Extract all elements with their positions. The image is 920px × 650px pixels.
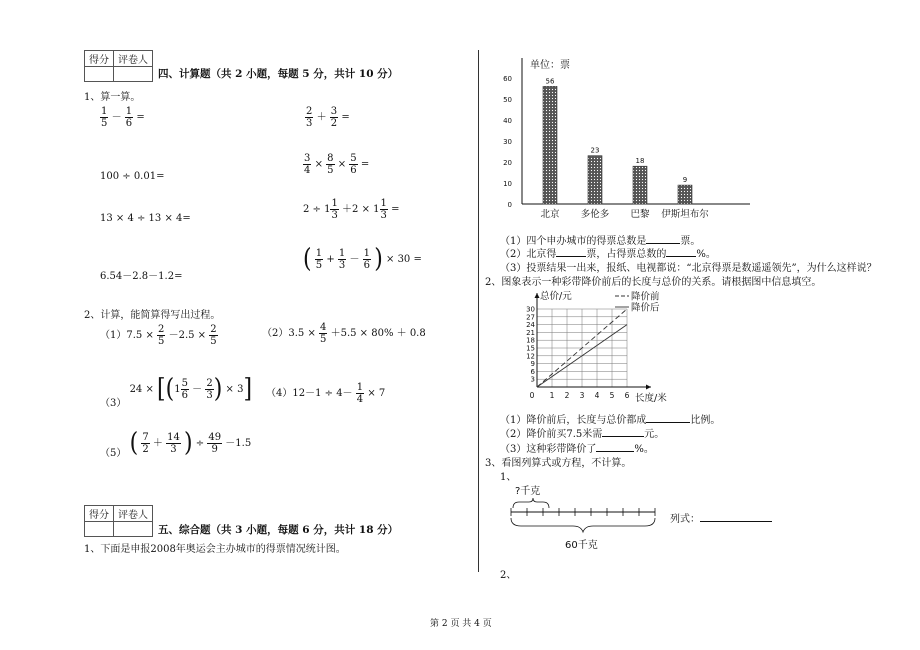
- x-tick-label: 0: [529, 391, 535, 400]
- chart-title: 单位：票: [530, 60, 570, 71]
- y-axis-arrow: [535, 293, 540, 298]
- bottom-brace: [511, 518, 655, 532]
- score-table-sec5: [84, 505, 153, 537]
- expr-a5: 6.54－2.8－1.2=: [100, 271, 183, 282]
- expr-a1: $\frac{1}{5}$ － $\frac{1}{6}$ =: [101, 106, 145, 129]
- score-label: 得分: [85, 506, 114, 522]
- answer-line[interactable]: [700, 521, 772, 522]
- x-tick-label: 2: [564, 391, 570, 400]
- q2-label-right: 2、图象表示一种彩带降价前后的长度与总价的关系。请根据图中信息填空。: [485, 277, 822, 288]
- bar-value-label: 9: [682, 176, 688, 185]
- reviewer-label: 评卷人: [114, 506, 153, 522]
- category-label: 伊斯坦布尔: [661, 209, 709, 220]
- score-label: 得分: [85, 51, 114, 67]
- q2-item-3: （3） 24 × [(1 $\frac{5}{6}$ － $\frac{2}{3}$ ) × 3]: [100, 373, 253, 409]
- y-tick-label: 20: [503, 159, 512, 167]
- legend-label: 降价前: [631, 291, 660, 303]
- bar: [543, 86, 557, 204]
- x-tick-label: 1: [549, 391, 555, 400]
- column-divider: [478, 50, 479, 572]
- y-tick-label: 18: [526, 336, 535, 345]
- bar-value-label: 18: [635, 157, 645, 166]
- q3-label: 3、看图列算式或方程，不计算。: [485, 458, 632, 469]
- y-tick-label: 9: [530, 360, 535, 369]
- fraction: $\frac{1}{6}$: [125, 106, 133, 129]
- expr-a4: 13 × 4 ÷ 13 × 4=: [100, 213, 191, 224]
- q2-item-1: （1）7.5 × $\frac{2}{5}$ －2.5 × $\frac{2}{5}$: [100, 324, 217, 347]
- q2-label: 2、计算，能简算得写出过程。: [84, 310, 221, 321]
- y-axis-label: 总价/元: [540, 291, 572, 302]
- bar: [588, 156, 602, 204]
- top-brace: [513, 498, 549, 508]
- expr-b2: $\frac{3}{4}$ × $\frac{8}{5}$ × $\frac{5}{6}$ =: [304, 153, 370, 176]
- q1-sub1: （1）四个申办城市的得票总数是 票。: [500, 236, 701, 247]
- y-tick-label: 30: [503, 138, 512, 146]
- score-table-sec4: [84, 50, 153, 82]
- x-axis-arrow: [646, 385, 651, 390]
- y-tick-label: 21: [526, 328, 535, 337]
- reviewer-cell[interactable]: [114, 67, 153, 82]
- y-tick-label: 6: [530, 367, 535, 376]
- score-cell[interactable]: [85, 67, 114, 82]
- y-tick-label: 12: [526, 352, 535, 361]
- y-tick-label: 60: [503, 75, 512, 83]
- section-5-title: 五、综合题（共 3 小题，每题 6 分，共计 18 分）: [158, 524, 399, 536]
- q1-sub2: （2）北京得 票，占得票总数的 %。: [500, 249, 716, 260]
- reviewer-label: 评卷人: [114, 51, 153, 67]
- expr-b5: ( $\frac{1}{5}$ + $\frac{1}{3}$ － $\frac{1}{6}$ ) × 30 =: [303, 243, 422, 274]
- bar: [633, 166, 647, 204]
- q2-sub1: （1）降价前后，长度与总价都成 比例。: [500, 415, 721, 426]
- x-tick-label: 3: [579, 391, 585, 400]
- x-tick-label: 6: [624, 391, 630, 400]
- y-tick-label: 15: [526, 344, 535, 353]
- q3-answer: 列式：: [670, 510, 772, 525]
- score-cell[interactable]: [85, 522, 114, 537]
- section-4-title: 四、计算题（共 2 小题，每题 5 分，共计 10 分）: [158, 68, 399, 80]
- q1-label: 1、算一算。: [84, 92, 141, 103]
- q2-item-4: （4）12－1 ÷ 4－ $\frac{1}{4}$ × 7: [266, 382, 386, 405]
- q2-sub3: （3）这种彩带降价了 %。: [500, 444, 654, 455]
- y-tick-label: 30: [526, 305, 535, 314]
- y-tick-label: 40: [503, 117, 512, 125]
- y-tick-label: 0: [507, 201, 512, 209]
- sec5-q1-label: 1、下面是申报2008年奥运会主办城市的得票情况统计图。: [84, 544, 346, 555]
- y-tick-label: 24: [526, 321, 535, 330]
- x-tick-label: 4: [594, 391, 600, 400]
- q1-sub3: （3）投票结果一出来，报纸、电视都说：“北京得票是数遥遥领先”，为什么这样说？: [500, 263, 877, 274]
- q3-item-2: 2、: [500, 570, 517, 581]
- diagram-bottom-label: 60千克: [565, 540, 598, 551]
- bar-value-label: 23: [590, 146, 600, 155]
- expr-a3: 100 ÷ 0.01=: [100, 171, 165, 182]
- q2-item-5: （5） ( $\frac{7}{2}$ ＋ $\frac{14}{3}$ ) ÷ $\frac{49}{9}$ －1.5: [100, 427, 252, 459]
- y-tick-label: 3: [530, 375, 535, 384]
- expr-b4: 2 ÷ 1 $\frac{1}{3}$ ＋2 × 1 $\frac{1}{3}$ =: [303, 198, 400, 221]
- line-chart: [505, 287, 680, 409]
- x-axis-label: 长度/米: [635, 393, 667, 404]
- bar-chart: [488, 52, 768, 224]
- y-tick-label: 27: [526, 313, 535, 322]
- fraction: $\frac{1}{5}$: [101, 106, 108, 129]
- q3-item-1: 1、: [500, 472, 517, 483]
- category-label: 北京: [540, 209, 560, 220]
- y-tick-label: 50: [503, 96, 512, 104]
- q2-sub2: （2）降价前买7.5米需 元。: [500, 429, 665, 440]
- diagram-top-label: ?千克: [515, 486, 541, 497]
- category-label: 巴黎: [630, 209, 650, 220]
- bar-value-label: 56: [545, 77, 555, 86]
- q2-item-2: （2）3.5 × $\frac{4}{5}$ ＋5.5 × 80% ＋ 0.8: [262, 322, 426, 345]
- x-tick-label: 5: [609, 391, 615, 400]
- segment-diagram: [505, 482, 665, 554]
- legend-label: 降价后: [631, 302, 660, 314]
- reviewer-cell[interactable]: [114, 522, 153, 537]
- page-footer: 第 2 页 共 4 页: [430, 619, 492, 629]
- y-tick-label: 10: [503, 180, 512, 188]
- category-label: 多伦多: [580, 209, 610, 220]
- bar: [678, 185, 692, 204]
- expr-b1: $\frac{2}{3}$ ＋ $\frac{3}{2}$ =: [306, 106, 350, 129]
